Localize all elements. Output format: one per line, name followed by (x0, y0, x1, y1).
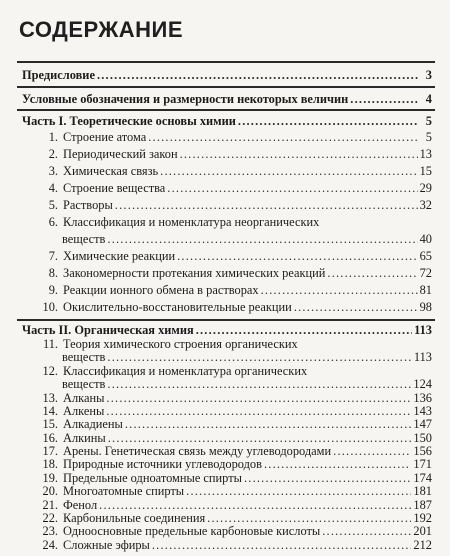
toc-page-number: 181 (413, 484, 432, 499)
toc-item[interactable] (25, 214, 432, 231)
toc-label: Окислительно-восстановительные реакции (63, 300, 292, 314)
toc-page-number: 4 (425, 92, 432, 106)
toc-item[interactable] (25, 485, 432, 498)
toc-label: Предельные одноатомные спирты (63, 470, 242, 485)
leader-dots (97, 67, 418, 84)
toc-page-number: 3 (425, 68, 432, 82)
toc-label: Закономерности протекания химических реакций (63, 266, 326, 280)
toc-label-continued: веществ (62, 350, 106, 365)
toc-item-number: 21. (42, 497, 58, 512)
toc-item-number: 8. (48, 266, 58, 280)
toc-label: Реакции ионного обмена в растворах (63, 283, 259, 297)
leader-dots (180, 146, 418, 163)
toc-item-number: 16. (42, 430, 58, 445)
toc-label: Растворы (63, 198, 113, 212)
toc-label: Карбонильные соединения (63, 510, 206, 525)
toc-page-number: 174 (413, 470, 432, 485)
toc-section-part1[interactable] (22, 113, 432, 130)
toc-page-number: 72 (419, 266, 432, 280)
toc-item-number: 17. (42, 444, 58, 458)
toc-label: Часть I. Теоретические основы химии (22, 114, 236, 128)
toc-page-number: 150 (413, 430, 432, 445)
toc-label: Строение атома (63, 130, 147, 144)
toc-label: Арены. Генетическая связь между углеводородами (63, 444, 332, 458)
toc-page-number: 136 (413, 390, 432, 405)
toc-item[interactable] (25, 180, 432, 197)
leader-dots (350, 91, 418, 108)
toc-item-number: 19. (42, 470, 58, 485)
toc-item-number: 4. (48, 181, 58, 195)
toc-page-number: 29 (419, 181, 432, 195)
toc-item-number: 14. (42, 403, 58, 418)
toc-page-number: 98 (419, 300, 432, 314)
toc-label: Условные обозначения и размерности некоторых величин (22, 92, 349, 106)
toc-label: Алкины (63, 430, 106, 445)
toc-label: Часть II. Органическая химия (22, 323, 194, 337)
toc-label: Предисловие (22, 68, 95, 82)
toc-item-continuation[interactable] (62, 351, 432, 364)
toc-label: Строение вещества (63, 181, 166, 195)
toc-page-number: 40 (419, 232, 432, 246)
leader-dots (106, 392, 411, 405)
toc-label: Сложные эфиры (63, 537, 150, 552)
toc-item[interactable] (25, 445, 432, 458)
toc-item[interactable] (25, 197, 432, 214)
toc-label: Одноосновные предельные карбоновые кислоты (63, 524, 321, 539)
toc-item-continuation[interactable] (62, 231, 432, 248)
leader-dots (107, 378, 411, 391)
toc-item[interactable] (25, 432, 432, 445)
toc-item[interactable] (25, 418, 432, 431)
toc-item-number: 1. (48, 130, 58, 144)
toc-item[interactable] (25, 299, 432, 316)
toc-item[interactable] (25, 248, 432, 265)
leader-dots (327, 265, 417, 282)
toc-page-number: 5 (425, 114, 432, 128)
toc-item[interactable] (25, 338, 432, 351)
toc-item-number: 3. (48, 164, 58, 178)
leader-dots (207, 512, 411, 525)
toc-item[interactable] (25, 512, 432, 525)
toc-label: Теория химического строения органических (63, 337, 298, 351)
toc-label: Фенол (63, 497, 98, 512)
toc-page-number: 171 (413, 457, 432, 472)
divider (17, 319, 435, 321)
toc-page-number: 81 (419, 283, 432, 297)
toc-label: Многоатомные спирты (63, 484, 185, 499)
toc-item[interactable] (25, 539, 432, 552)
toc-item[interactable] (25, 472, 432, 485)
toc-label: Периодический закон (63, 147, 178, 161)
toc-label: Алканы (63, 390, 105, 405)
toc-item-number: 12. (42, 363, 58, 378)
leader-dots (160, 163, 417, 180)
leader-dots (261, 282, 418, 299)
toc-item[interactable] (25, 525, 432, 538)
toc-item-number: 20. (42, 484, 58, 499)
toc-label: Классификация и номенклатура органических (63, 363, 308, 378)
toc-item-number: 11. (42, 337, 58, 351)
toc-page-number: 65 (419, 249, 432, 263)
toc-page-number: 13 (419, 147, 432, 161)
leader-dots (244, 472, 411, 485)
leader-dots (152, 539, 412, 552)
page-title: СОДЕРЖАНИЕ (19, 17, 184, 42)
leader-dots (264, 458, 411, 471)
toc-page-number: 192 (413, 510, 432, 525)
toc-page-number: 32 (419, 198, 432, 212)
toc-page-number: 147 (413, 417, 432, 432)
leader-dots (167, 180, 417, 197)
leader-dots (115, 197, 418, 214)
toc-label: Химическая связь (63, 164, 159, 178)
divider (17, 86, 435, 88)
toc-page-number: 201 (413, 524, 432, 539)
divider (17, 109, 435, 111)
toc-page-number: 15 (419, 164, 432, 178)
toc-item-number: 24. (42, 537, 58, 552)
toc-item[interactable] (25, 282, 432, 299)
toc-page-number: 124 (413, 377, 432, 392)
toc-item-number: 5. (48, 198, 58, 212)
toc-page-number: 113 (413, 350, 432, 365)
toc-item-number: 6. (48, 215, 58, 229)
toc-item[interactable] (25, 365, 432, 378)
leader-dots (108, 432, 412, 445)
toc-item-number: 13. (42, 390, 58, 405)
toc-label: Природные источники углеводородов (63, 457, 262, 472)
toc-item-number: 9. (48, 283, 58, 297)
leader-dots (294, 299, 418, 316)
leader-dots (238, 113, 418, 130)
toc-item[interactable] (25, 129, 432, 146)
toc-label: Классификация и номенклатура неорганических (63, 215, 320, 229)
toc-page-number: 5 (425, 130, 432, 144)
toc-item[interactable] (25, 163, 432, 180)
toc-item-continuation[interactable] (62, 378, 432, 391)
toc-item[interactable] (25, 458, 432, 471)
toc-item[interactable] (25, 392, 432, 405)
toc-page-number: 212 (413, 537, 432, 552)
toc-item[interactable] (25, 265, 432, 282)
toc-item-number: 2. (48, 147, 58, 161)
leader-dots (107, 351, 411, 364)
toc-label: Алкены (63, 403, 105, 418)
leader-dots (148, 129, 418, 146)
toc-page-number: 143 (413, 403, 432, 418)
leader-dots (177, 248, 418, 265)
leader-dots (322, 525, 411, 538)
toc-item-number: 7. (48, 249, 58, 263)
leader-dots (99, 499, 411, 512)
leader-dots (125, 418, 412, 431)
toc-section-preface[interactable] (22, 67, 432, 84)
toc-page-number: 113 (414, 323, 432, 337)
leader-dots (186, 485, 411, 498)
toc-label-continued: веществ (62, 377, 106, 392)
toc-item-number: 10. (42, 300, 58, 314)
toc-page-number: 187 (413, 497, 432, 512)
leader-dots (333, 445, 411, 458)
toc-label: Химические реакции (63, 249, 176, 263)
toc-item[interactable] (25, 405, 432, 418)
toc-item-number: 15. (42, 417, 58, 432)
divider (17, 61, 435, 63)
toc-label-continued: веществ (62, 232, 106, 246)
leader-dots (106, 405, 411, 418)
toc-item[interactable] (25, 499, 432, 512)
toc-item[interactable] (25, 146, 432, 163)
toc-item-number: 22. (42, 510, 58, 525)
toc-label: Алкадиены (63, 417, 123, 432)
leader-dots (107, 231, 417, 248)
toc-item-number: 18. (42, 457, 58, 472)
toc-item-number: 23. (42, 524, 58, 539)
toc-page-number: 156 (413, 444, 432, 458)
toc-section-notation[interactable] (22, 91, 432, 108)
